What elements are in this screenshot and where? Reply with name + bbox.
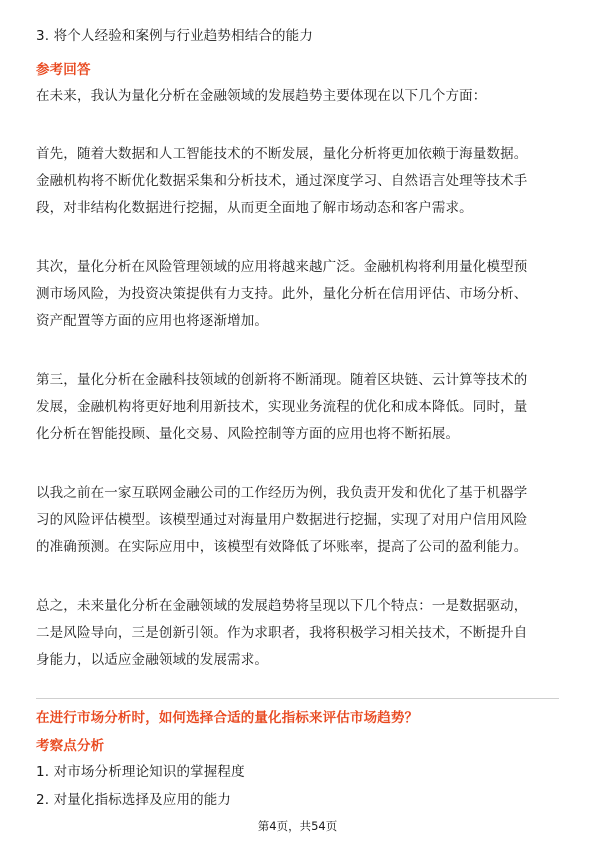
analysis-item-2: 2. 对量化指标选择及应用的能力 [36,792,232,808]
analysis-heading: 考察点分析 [36,738,105,754]
paragraph-2-line-3: 资产配置等方面的应用也将逐渐增加。 [36,313,269,329]
paragraph-5-line-1: 总之，未来量化分析在金融领域的发展趋势将呈现以下几个特点：一是数据驱动， [36,598,528,614]
paragraph-1-line-2: 金融机构将不断优化数据采集和分析技术，通过深度学习、自然语言处理等技术手 [36,173,528,189]
document-page [36,0,559,842]
paragraph-4-line-1: 以我之前在一家互联网金融公司的工作经历为例，我负责开发和优化了基于机器学 [36,485,528,501]
paragraph-5-line-3: 身能力，以适应金融领域的发展需求。 [36,652,269,668]
next-question-title: 在进行市场分析时，如何选择合适的量化指标来评估市场趋势？ [36,710,419,726]
paragraph-2-line-2: 测市场风险，为投资决策提供有力支持。此外，量化分析在信用评估、市场分析、 [36,286,528,302]
answer-heading: 参考回答 [36,62,91,78]
paragraph-3-line-1: 第三，量化分析在金融科技领域的创新将不断涌现。随着区块链、云计算等技术的 [36,372,528,388]
paragraph-4-line-3: 的准确预测。在实际应用中，该模型有效降低了坏账率，提高了公司的盈利能力。 [36,539,528,555]
paragraph-3-line-3: 化分析在智能投顾、量化交易、风险控制等方面的应用也将不断拓展。 [36,426,460,442]
page-footer: 第4页，共54页 [257,819,338,833]
paragraph-5-line-2: 二是风险导向，三是创新引领。作为求职者，我将积极学习相关技术，不断提升自 [36,625,528,641]
paragraph-4-line-2: 习的风险评估模型。该模型通过对海量用户数据进行挖掘，实现了对用户信用风险 [36,512,528,528]
answer-intro: 在未来，我认为量化分析在金融领域的发展趋势主要体现在以下几个方面： [36,88,487,104]
analysis-item-1: 1. 对市场分析理论知识的掌握程度 [36,764,245,780]
paragraph-3-line-2: 发展，金融机构将更好地利用新技术，实现业务流程的优化和成本降低。同时，量 [36,399,528,415]
paragraph-1-line-3: 段，对非结构化数据进行挖掘，从而更全面地了解市场动态和客户需求。 [36,200,473,216]
competency-item-3: 3. 将个人经验和案例与行业趋势相结合的能力 [36,28,313,44]
paragraph-1-line-1: 首先，随着大数据和人工智能技术的不断发展，量化分析将更加依赖于海量数据。 [36,146,528,162]
section-divider [36,698,559,699]
paragraph-2-line-1: 其次，量化分析在风险管理领域的应用将越来越广泛。金融机构将利用量化模型预 [36,259,528,275]
